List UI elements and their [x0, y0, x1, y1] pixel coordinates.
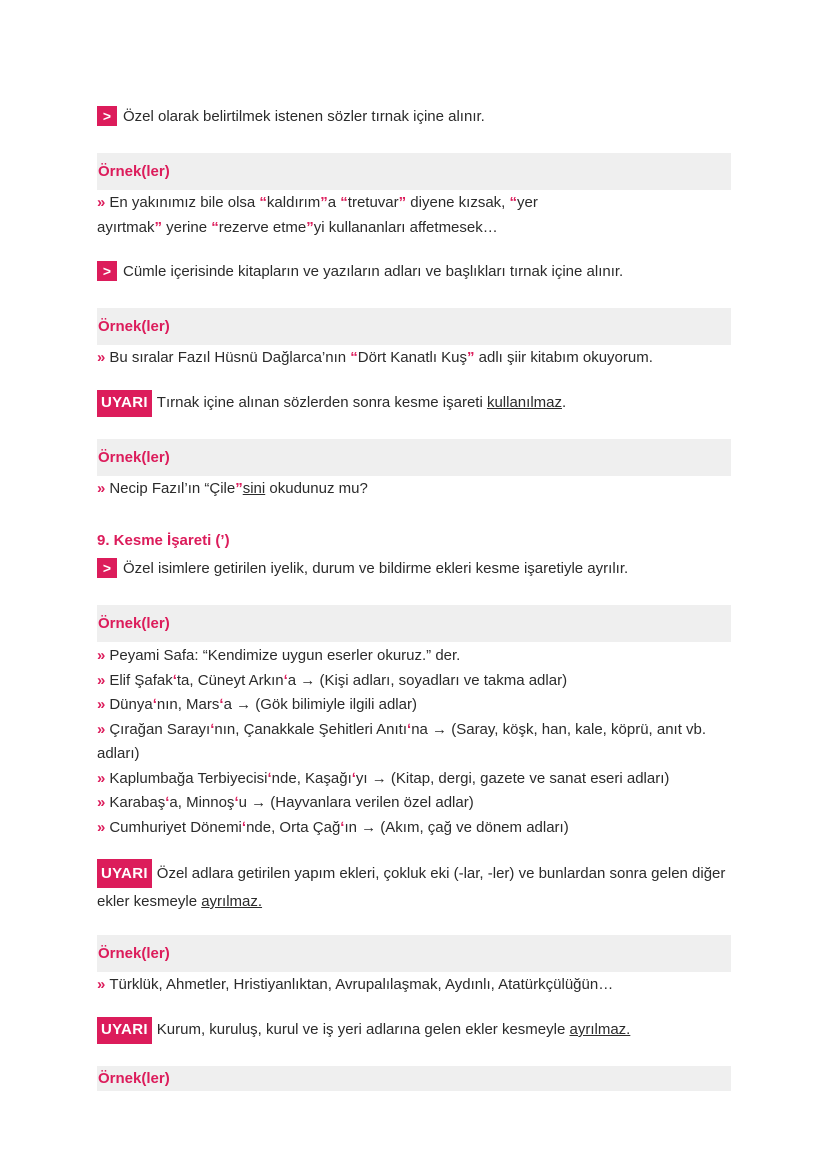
warning-note: UYARI Özel adlara getirilen yapım ekleri, çokluk eki (-lar, -ler) ve bunlardan sonra gelen diğer ekler kesmeyle ayrılmaz.	[97, 859, 731, 915]
arrow-icon: >	[97, 106, 117, 126]
section-title: 9. Kesme İşareti (’)	[97, 532, 230, 549]
warning-badge: UYARI	[97, 390, 152, 417]
example-line: » Dünyaʻnın, Marsʻa → (Gök bilimiyle ilgili adlar)	[97, 696, 417, 713]
bullet-icon: »	[97, 976, 106, 993]
bullet-icon: »	[97, 769, 106, 787]
example-header: Örnek(ler)	[97, 308, 731, 345]
example-line: » En yakınımız bile olsa “kaldırım”a “tretuvar” diyene kızsak, “yer	[97, 194, 538, 211]
example-line: » Karabaşʻa, Minnoşʻu → (Hayvanlara verilen özel adlar)	[97, 794, 474, 811]
bullet-icon: »	[97, 480, 106, 497]
example-line: » Peyami Safa: “Kendimize uygun eserler okuruz.” der.	[97, 647, 461, 664]
example-block	[97, 644, 731, 840]
example-line: ayırtmak” yerine “rezerve etme”yi kullananları affetmesek…	[97, 218, 498, 236]
warning-note: UYARI Tırnak içine alınan sözlerden sonra kesme işareti kullanılmaz.	[97, 390, 566, 417]
warning-badge: UYARI	[97, 859, 152, 888]
arrow-icon: >	[97, 261, 117, 281]
bullet-icon: »	[97, 720, 106, 738]
rule-text: Cümle içerisinde kitapların ve yazıların adları ve başlıkları tırnak içine alınır.	[123, 262, 624, 280]
example-line: » Cumhuriyet Dönemiʻnde, Orta Çağʻın → (Akım, çağ ve dönem adları)	[97, 818, 569, 836]
warning-badge: UYARI	[97, 1017, 152, 1044]
bullet-icon: »	[97, 794, 106, 811]
bullet-icon: »	[97, 671, 106, 689]
rule-text: Özel olarak belirtilmek istenen sözler tırnak içine alınır.	[123, 107, 485, 125]
rule-item	[97, 557, 628, 579]
example-header: Örnek(ler)	[97, 153, 731, 190]
arrow-icon: >	[97, 558, 117, 578]
example-header: Örnek(ler)	[97, 1066, 731, 1091]
example-block	[97, 191, 538, 240]
example-line: » Elif Şafakʻta, Cüneyt Arkınʻa → (Kişi adları, soyadları ve takma adlar)	[97, 671, 568, 689]
bullet-icon: »	[97, 349, 106, 366]
bullet-icon: »	[97, 647, 106, 664]
example-block	[97, 346, 653, 371]
rule-item	[97, 105, 485, 127]
bullet-icon: »	[97, 194, 106, 211]
bullet-icon: »	[97, 696, 106, 713]
warning-note: UYARI Kurum, kuruluş, kurul ve iş yeri adlarına gelen ekler kesmeyle ayrılmaz.	[97, 1017, 630, 1044]
example-line: » Kaplumbağa Terbiyecisiʻnde, Kaşağıʻyı → (Kitap, dergi, gazete ve sanat eseri adları)	[97, 769, 670, 787]
example-line: » Necip Fazıl’ın “Çile”sini okudunuz mu?	[97, 480, 368, 497]
example-header: Örnek(ler)	[97, 439, 731, 476]
example-line: » Türklük, Ahmetler, Hristiyanlıktan, Avrupalılaşmak, Aydınlı, Atatürkçülüğün…	[97, 976, 614, 993]
example-line: » Çırağan Sarayıʻnın, Çanakkale Şehitleri Anıtıʻna → (Saray, köşk, han, kale, köprü, anıt vb. adları)	[97, 720, 707, 762]
example-line: » Bu sıralar Fazıl Hüsnü Dağlarca’nın “Dört Kanatlı Kuş” adlı şiir kitabım okuyorum.	[97, 349, 653, 366]
rule-item	[97, 260, 623, 282]
example-block	[97, 973, 613, 998]
bullet-icon: »	[97, 818, 106, 836]
example-header: Örnek(ler)	[97, 935, 731, 972]
example-block	[97, 477, 368, 502]
example-header: Örnek(ler)	[97, 605, 731, 642]
rule-text: Özel isimlere getirilen iyelik, durum ve bildirme ekleri kesme işaretiyle ayrılır.	[123, 559, 629, 577]
